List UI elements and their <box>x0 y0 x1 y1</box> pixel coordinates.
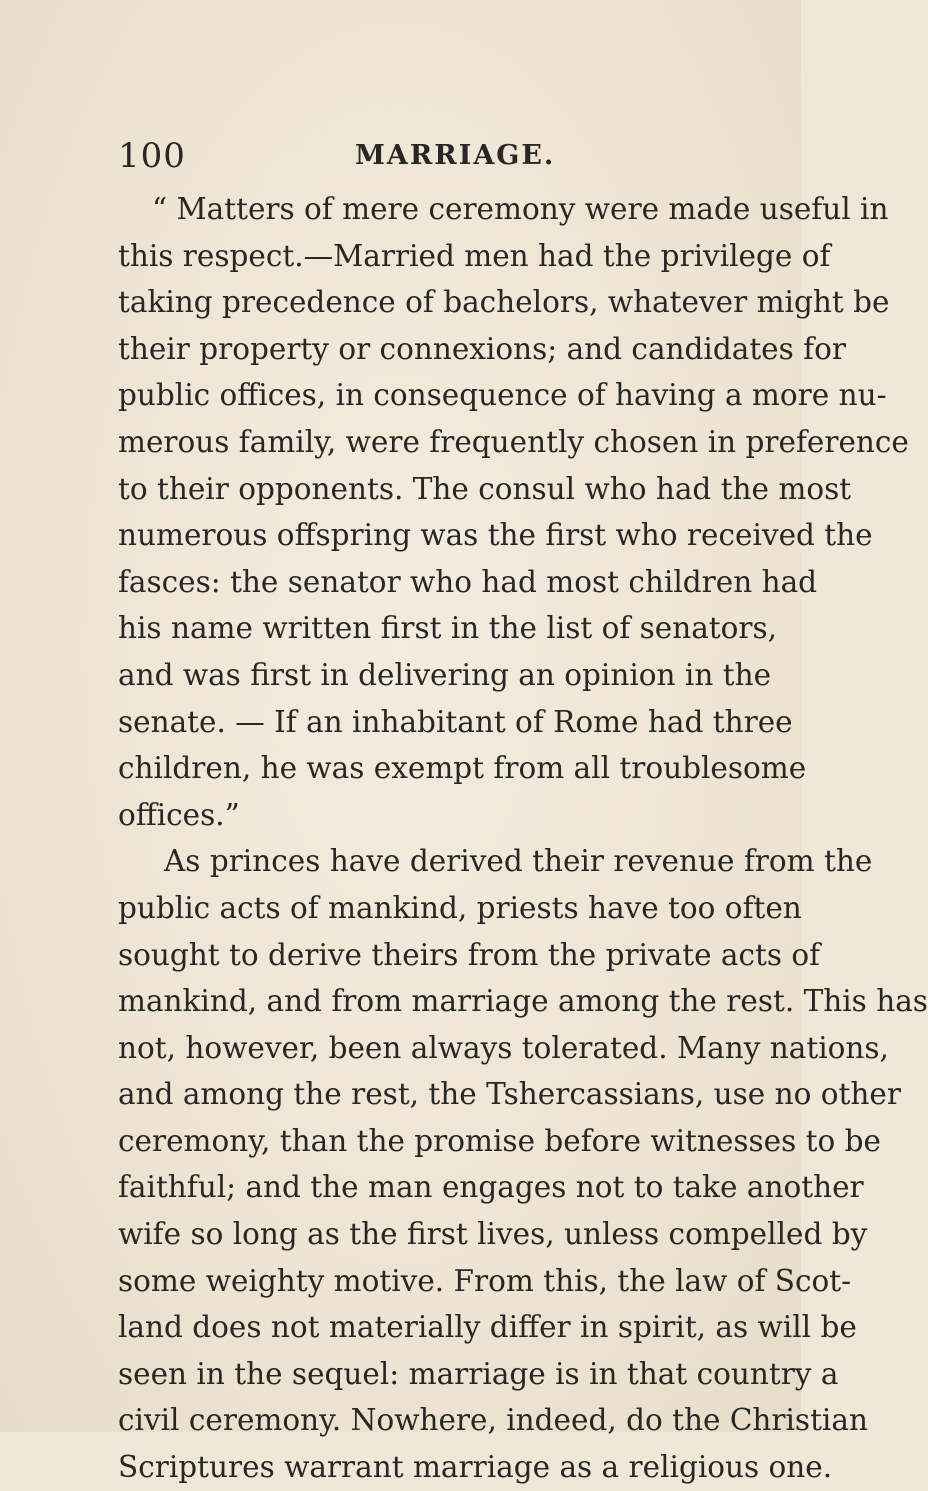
text-line: public acts of mankind, priests have too often <box>118 890 802 925</box>
text-line: not, however, been always tolerated. Many nations, <box>118 1030 889 1065</box>
page-number: 100 <box>118 136 186 176</box>
text-line: fasces: the senator who had most children had <box>118 564 818 599</box>
text-line: civil ceremony. Nowhere, indeed, do the Christian <box>118 1403 868 1438</box>
text-line: to their opponents. The consul who had the most <box>118 471 852 506</box>
text-line: “ Matters of mere ceremony were made useful in <box>152 192 889 226</box>
text-line: some weighty motive. From this, the law of Scot- <box>118 1263 852 1298</box>
text-line: their property or connexions; and candidates for <box>118 331 846 366</box>
text-line: seen in the sequel: marriage is in that country a <box>118 1356 839 1391</box>
running-title: MARRIAGE. <box>355 140 556 171</box>
text-line: taking precedence of bachelors, whatever might be <box>118 285 890 320</box>
paragraph-quote <box>118 186 909 838</box>
text-line: sought to derive theirs from the private acts of <box>118 937 821 972</box>
text-line: ceremony, than the promise before witnesses to be <box>118 1123 881 1158</box>
text-line: and among the rest, the Tshercassians, use no other <box>118 1077 901 1112</box>
paragraph-body <box>118 838 928 1490</box>
text-line: this respect.—Married men had the privilege of <box>118 238 831 273</box>
text-line: merous family, were frequently chosen in preference <box>118 424 909 459</box>
text-line: children, he was exempt from all troublesome <box>118 751 807 786</box>
text-line: numerous offspring was the first who received the <box>118 518 873 553</box>
text-line: and was first in delivering an opinion in the <box>118 657 772 692</box>
text-line: wife so long as the first lives, unless compelled by <box>118 1217 868 1252</box>
text-line: his name written first in the list of senators, <box>118 611 778 646</box>
text-line: public offices, in consequence of having a more nu- <box>118 378 887 413</box>
text-line: offices.” <box>118 797 240 832</box>
text-line: Scriptures warrant marriage as a religious one. <box>118 1450 833 1485</box>
body-text <box>118 186 928 1491</box>
text-line: senate. — If an inhabitant of Rome had three <box>118 704 793 739</box>
text-line: faithful; and the man engages not to take another <box>118 1170 864 1205</box>
text-line: land does not materially differ in spirit, as will be <box>118 1310 857 1345</box>
text-line: As princes have derived their revenue from the <box>164 844 873 879</box>
text-line: mankind, and from marriage among the rest. This has <box>118 984 928 1019</box>
